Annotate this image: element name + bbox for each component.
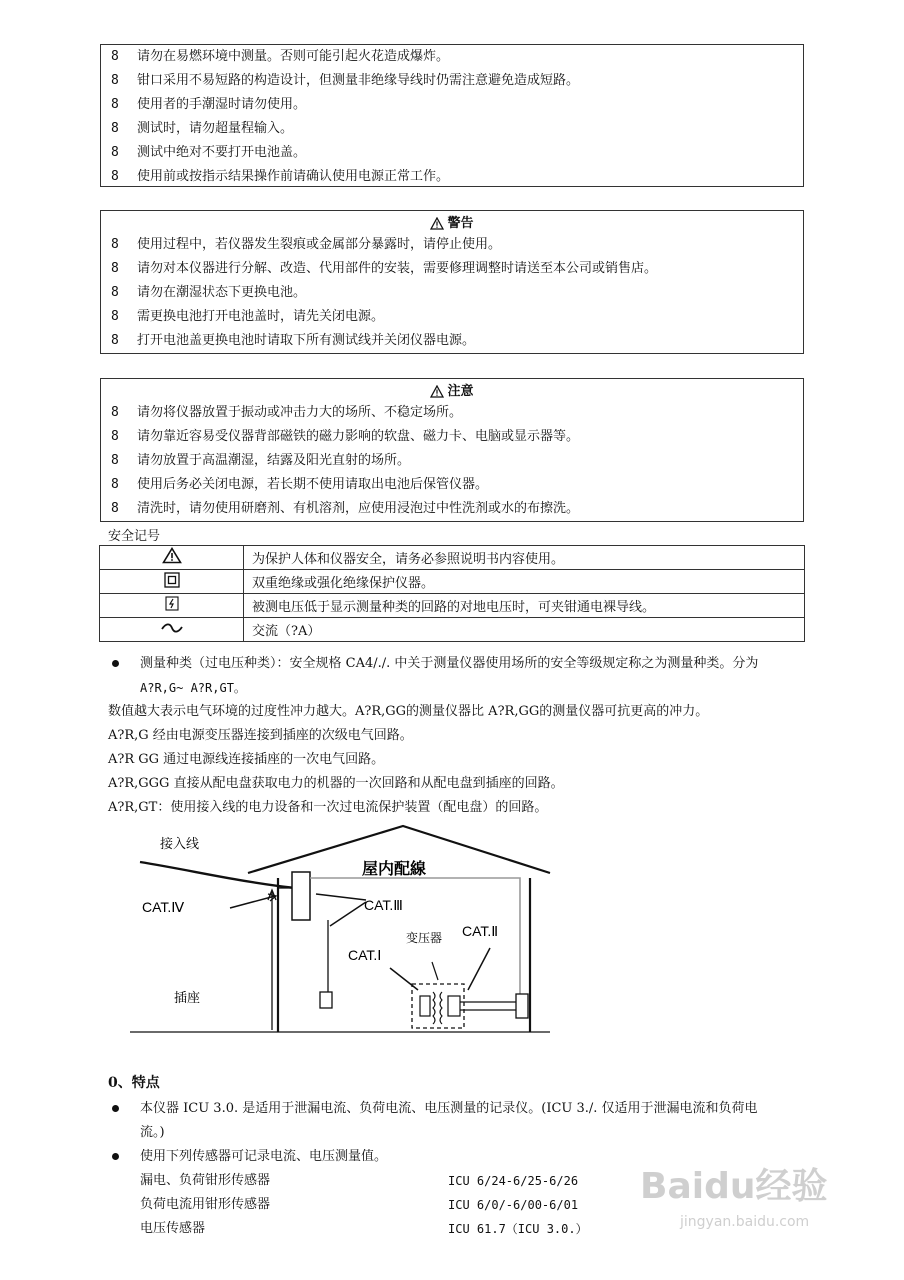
double-insulation-icon bbox=[164, 572, 180, 588]
sensor-name: 电压传感器 bbox=[140, 1221, 206, 1236]
bullet: 8 bbox=[111, 121, 119, 136]
bullet: 8 bbox=[111, 145, 119, 160]
transformer-coil bbox=[433, 992, 435, 1024]
list-item: 8 请勿放置于高温潮湿，结露及阳光直射的场所。 bbox=[101, 449, 803, 473]
baidu-watermark-url: jingyan.baidu.com bbox=[680, 1214, 810, 1230]
sensor-model: ICU 6/24-6/25-6/26 bbox=[448, 1174, 579, 1188]
bullet: 8 bbox=[111, 477, 119, 492]
list-item: 8 测试时，请勿超量程输入。 bbox=[101, 117, 803, 141]
warning-title: 警告 bbox=[101, 211, 803, 233]
table-row: 交流（?A） bbox=[100, 618, 805, 642]
bullet: 8 bbox=[111, 285, 119, 300]
equipment-box bbox=[516, 994, 528, 1018]
category-range: A?R,G~ A?R,GT。 bbox=[140, 681, 246, 695]
cat1-label: CAT.Ⅰ bbox=[348, 947, 382, 963]
category-cat2-desc: A?R GG 通过电源线连接插座的一次电气回路。 bbox=[108, 752, 385, 767]
features-desc-line2: 流。) bbox=[140, 1125, 165, 1140]
bullet: 8 bbox=[111, 97, 119, 112]
table-row: 双重绝缘或强化绝缘保护仪器。 bbox=[100, 570, 805, 594]
category-cat3-desc: A?R,GGG 直接从配电盘获取电力的机器的一次回路和从配电盘到插座的回路。 bbox=[108, 776, 564, 791]
cat3-arrow-a bbox=[316, 894, 366, 900]
sensor-model: ICU 6/0/-6/00-6/01 bbox=[448, 1198, 579, 1212]
sensor-name: 漏电、负荷钳形传感器 bbox=[140, 1173, 271, 1188]
cat4-label: CAT.Ⅳ bbox=[142, 899, 185, 915]
distribution-panel bbox=[292, 872, 310, 920]
outlet-label: 插座 bbox=[174, 991, 201, 1006]
intake-line-label: 接入线 bbox=[160, 837, 200, 852]
cat2-label: CAT.Ⅱ bbox=[462, 923, 499, 939]
bullet: 8 bbox=[111, 333, 119, 348]
transformer-arrow bbox=[432, 962, 438, 980]
list-item: 8 钳口采用不易短路的构造设计，但测量非绝缘导线时仍需注意避免造成短路。 bbox=[101, 69, 803, 93]
cat1-arrow bbox=[390, 968, 418, 990]
category-cat1-desc: A?R,G 经由电源变压器连接到插座的次级电气回路。 bbox=[108, 728, 413, 743]
list-item: 8 请勿靠近容易受仪器背部磁铁的磁力影响的软盘、磁力卡、电脑或显示器等。 bbox=[101, 425, 803, 449]
table-row: 被测电压低于显示测量种类的回路的对地电压时，可夹钳通电裸导线。 bbox=[100, 594, 805, 618]
features-sensors-intro: 使用下列传感器可记录电流、电压测量值。 bbox=[140, 1149, 388, 1164]
bullet-dot bbox=[112, 1153, 119, 1160]
sensor-model: ICU 61.7（ICU 3.0.） bbox=[448, 1222, 588, 1236]
bullet: 8 bbox=[111, 453, 119, 468]
baidu-watermark-logo: Baidu经验 bbox=[640, 1166, 828, 1207]
list-item: 8 请勿在易燃环境中测量。否则可能引起火花造成爆炸。 bbox=[101, 45, 803, 69]
sensor-name: 负荷电流用钳形传感器 bbox=[140, 1197, 271, 1212]
measurement-category-diagram bbox=[130, 820, 570, 1040]
indoor-wiring-label: 屋内配線 bbox=[362, 859, 427, 878]
bullet: 8 bbox=[111, 73, 119, 88]
list-item: 8 测试中绝对不要打开电池盖。 bbox=[101, 141, 803, 165]
list-item: 8 使用前或按指示结果操作前请确认使用电源正常工作。 bbox=[101, 165, 803, 189]
cat3-label: CAT.Ⅲ bbox=[364, 897, 403, 913]
bullet: 8 bbox=[111, 237, 119, 252]
list-item: 8 使用者的手潮湿时请勿使用。 bbox=[101, 93, 803, 117]
list-item: 8 请勿对本仪器进行分解、改造、代用部件的安装，需要修理调整时请送至本公司或销售店。 bbox=[101, 257, 803, 281]
list-item: 8 清洗时，请勿使用研磨剂、有机溶剂，应使用浸泡过中性洗剂或水的布擦洗。 bbox=[101, 497, 803, 521]
caution-title: 注意 bbox=[101, 379, 803, 401]
features-desc-line1: 本仪器 ICU 3.0. 是适用于泄漏电流、负荷电流、电压测量的记录仪。(ICU 3./. 仅适用于泄漏电流和负荷电 bbox=[140, 1101, 758, 1116]
category-cat4-desc: A?R,GT：使用接入线的电力设备和一次过电流保护装置（配电盘）的回路。 bbox=[108, 800, 548, 815]
bullet: 8 bbox=[111, 49, 119, 64]
warning-triangle-icon bbox=[430, 217, 444, 230]
features-heading: 0、特点 bbox=[108, 1075, 160, 1091]
warning-triangle-icon bbox=[430, 385, 444, 398]
bullet: 8 bbox=[111, 309, 119, 324]
cat4-arrow bbox=[230, 896, 275, 908]
bullet-dot bbox=[112, 1105, 119, 1112]
transformer-label: 变压器 bbox=[406, 931, 443, 945]
safety-symbols-table bbox=[99, 545, 805, 642]
bullet: 8 bbox=[111, 501, 119, 516]
safety-box-general bbox=[100, 44, 804, 187]
bullet: 8 bbox=[111, 169, 119, 184]
category-intro: 测量种类（过电压种类）：安全规格 ⅭA4/./. 中关于测量仪器使用场所的安全等级规定称之为测量种类。分为 bbox=[140, 656, 759, 671]
table-row: 为保护人体和仪器安全，请务必参照说明书内容使用。 bbox=[100, 546, 805, 570]
category-paragraph: 数值越大表示电气环境的过度性冲力越大。A?R,GG的测量仪器比 A?R,GG的测量仪器可抗更高的冲力。 bbox=[108, 704, 709, 719]
lightning-box-icon bbox=[165, 596, 179, 611]
list-item: 8 请勿将仪器放置于振动或冲击力大的场所、不稳定场所。 bbox=[101, 401, 803, 425]
list-item: 8 打开电池盖更换电池时请取下所有测试线并关闭仪器电源。 bbox=[101, 329, 803, 353]
caution-box bbox=[100, 378, 804, 522]
list-item: 8 需更换电池打开电池盖时，请先关闭电源。 bbox=[101, 305, 803, 329]
ac-wave-icon bbox=[161, 622, 183, 634]
bullet: 8 bbox=[111, 405, 119, 420]
list-item: 8 请勿在潮湿状态下更换电池。 bbox=[101, 281, 803, 305]
bullet: 8 bbox=[111, 261, 119, 276]
warning-triangle-icon bbox=[162, 547, 182, 564]
bullet-dot bbox=[112, 660, 119, 667]
warning-box bbox=[100, 210, 804, 354]
bullet: 8 bbox=[111, 429, 119, 444]
list-item: 8 使用后务必关闭电源，若长期不使用请取出电池后保管仪器。 bbox=[101, 473, 803, 497]
cat2-arrow bbox=[468, 948, 490, 990]
outlet-box bbox=[320, 992, 332, 1008]
safety-symbols-heading: 安全记号 bbox=[108, 529, 161, 544]
cat3-arrow-b bbox=[330, 902, 366, 926]
list-item: 8 使用过程中，若仪器发生裂痕或金属部分暴露时，请停止使用。 bbox=[101, 233, 803, 257]
